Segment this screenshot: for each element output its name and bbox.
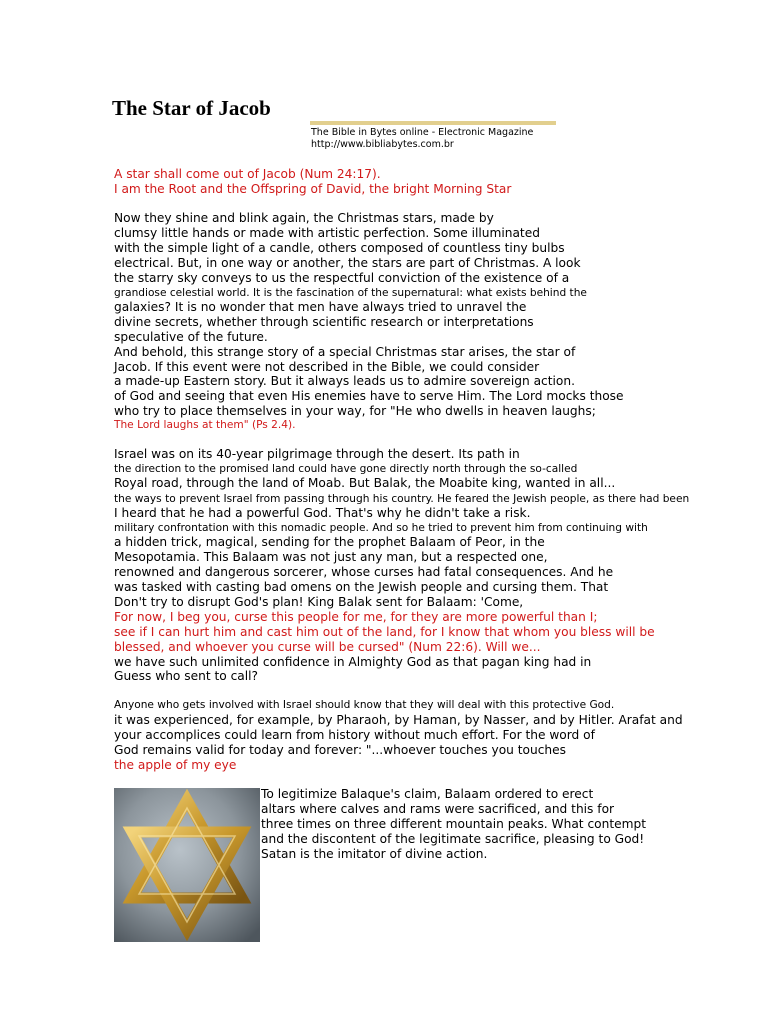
text-line: three times on three different mountain peaks. What contempt [261, 817, 646, 831]
text-line: clumsy little hands or made with artistic perfection. Some illuminated [114, 226, 540, 240]
text-line: the apple of my eye [114, 758, 237, 772]
text-line: electrical. But, in one way or another, the stars are part of Christmas. A look [114, 256, 581, 270]
page-title: The Star of Jacob [112, 96, 271, 120]
text-line: To legitimize Balaque's claim, Balaam ordered to erect [261, 787, 594, 801]
text-line: see if I can hurt him and cast him out of the land, for I know that whom you bless will be [114, 625, 655, 639]
text-line: with the simple light of a candle, others composed of countless tiny bulbs [114, 241, 565, 255]
text-line: we have such unlimited confidence in Almighty God as that pagan king had in [114, 655, 592, 669]
text-line: of God and seeing that even His enemies have to serve Him. The Lord mocks those [114, 389, 624, 403]
text-line: speculative of the future. [114, 330, 268, 344]
text-line: a hidden trick, magical, sending for the prophet Balaam of Peor, in the [114, 535, 545, 549]
text-line: Anyone who gets involved with Israel should know that they will deal with this protective God. [114, 699, 615, 711]
text-line: Satan is the imitator of divine action. [261, 847, 488, 861]
text-line: a made-up Eastern story. But it always leads us to admire sovereign action. [114, 374, 575, 388]
title-underline [310, 121, 556, 125]
star-of-david-image [114, 788, 260, 942]
text-line: your accomplices could learn from history without much effort. For the word of [114, 728, 595, 742]
text-line: the starry sky conveys to us the respectful conviction of the existence of a [114, 271, 570, 285]
text-line: God remains valid for today and forever: "...whoever touches you touches [114, 743, 567, 757]
text-line: was tasked with casting bad omens on the Jewish people and cursing them. That [114, 580, 609, 594]
text-line: Don't try to disrupt God's plan! King Balak sent for Balaam: 'Come, [114, 595, 524, 609]
text-line: altars where calves and rams were sacrificed, and this for [261, 802, 615, 816]
text-line: A star shall come out of Jacob (Num 24:17). [114, 167, 381, 181]
text-line: and the discontent of the legitimate sacrifice, pleasing to God! [261, 832, 645, 846]
text-line: who try to place themselves in your way, for "He who dwells in heaven laughs; [114, 404, 596, 418]
text-line: The Lord laughs at them" (Ps 2.4). [114, 419, 296, 431]
text-line: Jacob. If this event were not described in the Bible, we could consider [114, 360, 540, 374]
byline-magazine: The Bible in Bytes online - Electronic Magazine [311, 127, 534, 138]
text-line: Guess who sent to call? [114, 669, 259, 683]
text-line: And behold, this strange story of a special Christmas star arises, the star of [114, 345, 576, 359]
text-line: Royal road, through the land of Moab. But Balak, the Moabite king, wanted in all... [114, 476, 616, 490]
text-line: galaxies? It is no wonder that men have always tried to unravel the [114, 300, 527, 314]
text-line: the direction to the promised land could have gone directly north through the so-called [114, 463, 578, 475]
text-line: Now they shine and blink again, the Christmas stars, made by [114, 211, 494, 225]
text-line: Mesopotamia. This Balaam was not just any man, but a respected one, [114, 550, 548, 564]
text-line: the ways to prevent Israel from passing through his country. He feared the Jewish people, as there had been [114, 493, 690, 505]
text-line: Israel was on its 40-year pilgrimage through the desert. Its path in [114, 447, 520, 461]
byline-url[interactable]: http://www.bibliabytes.com.br [311, 139, 454, 150]
text-line: grandiose celestial world. It is the fascination of the supernatural: what exists behind the [114, 287, 587, 299]
text-line: I heard that he had a powerful God. That's why he didn't take a risk. [114, 506, 531, 520]
text-line: blessed, and whoever you curse will be cursed" (Num 22:6). Will we... [114, 640, 541, 654]
text-line: renowned and dangerous sorcerer, whose curses had fatal consequences. And he [114, 565, 614, 579]
text-line: it was experienced, for example, by Pharaoh, by Haman, by Nasser, and by Hitler. Arafat and [114, 713, 683, 727]
text-line: I am the Root and the Offspring of David, the bright Morning Star [114, 182, 512, 196]
text-line: military confrontation with this nomadic people. And so he tried to prevent him from continuing with [114, 522, 648, 534]
text-line: divine secrets, whether through scientific research or interpretations [114, 315, 534, 329]
text-line: For now, I beg you, curse this people for me, for they are more powerful than I; [114, 610, 598, 624]
byline [311, 127, 533, 151]
